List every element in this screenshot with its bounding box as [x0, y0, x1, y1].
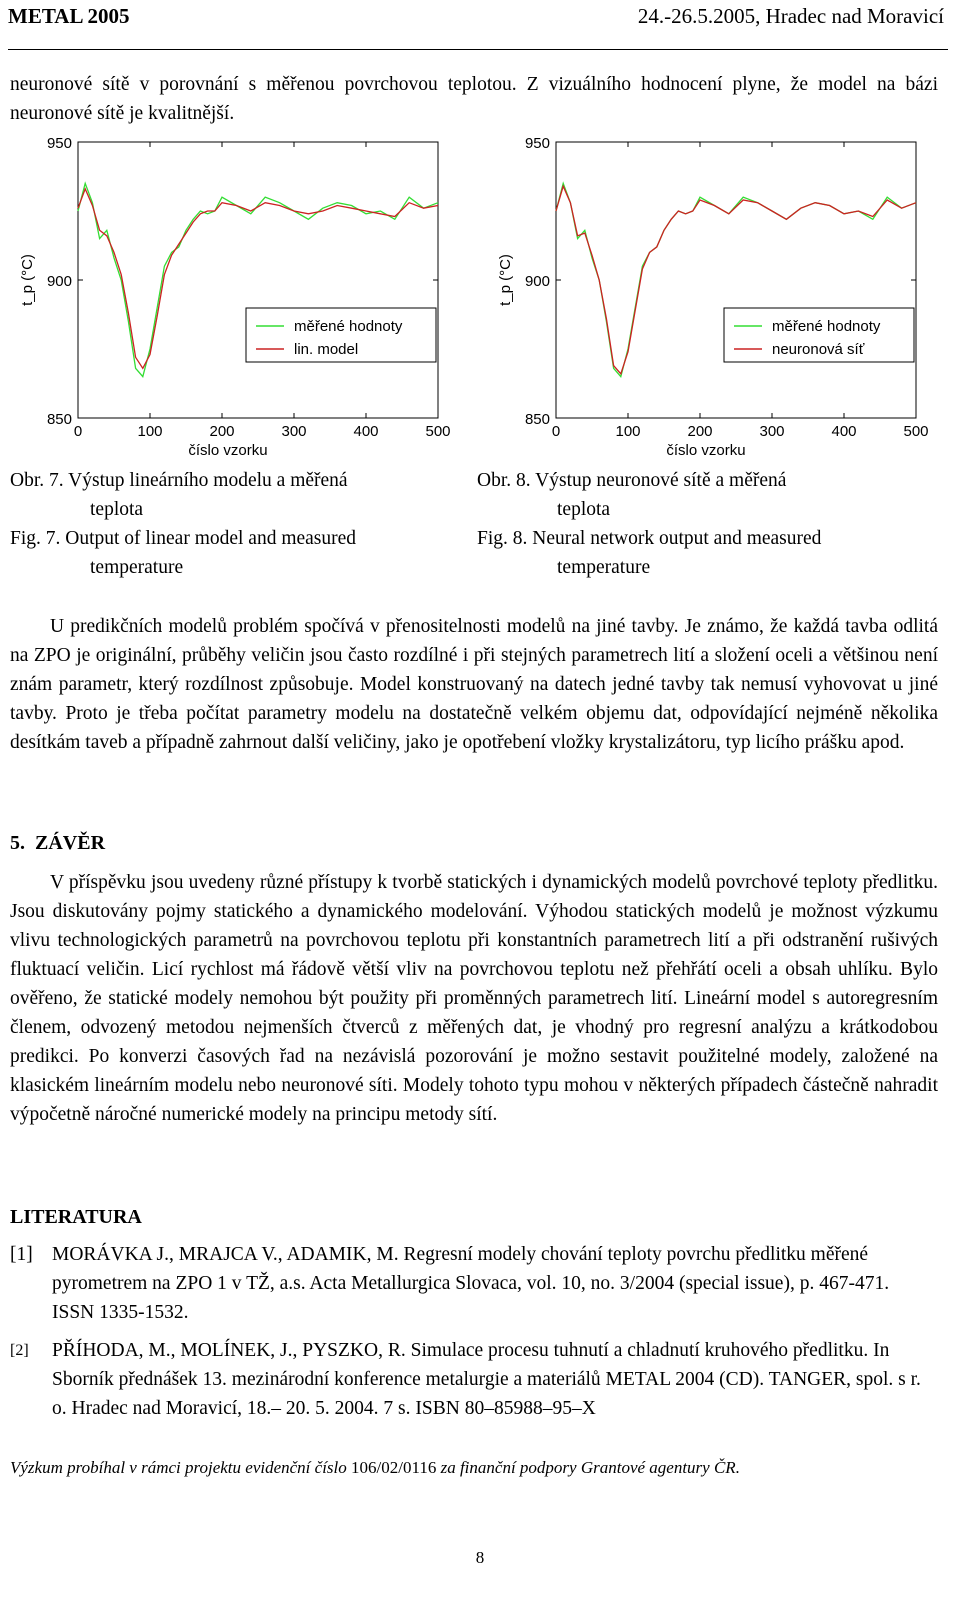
caption-en-cont: temperature — [557, 557, 651, 578]
reference-number: [2] — [10, 1342, 29, 1359]
section-heading — [10, 832, 105, 855]
legend-label: měřené hodnoty — [294, 318, 403, 335]
legend-label: měřené hodnoty — [772, 318, 881, 335]
caption-en: Fig. 8. Neural network output and measured — [477, 528, 822, 549]
x-tick-label: 200 — [209, 423, 235, 440]
y-tick-label: 850 — [524, 411, 550, 428]
x-tick-label: 200 — [687, 423, 713, 440]
legend-label: neuronová síť — [772, 341, 865, 358]
references-heading: LITERATURA — [10, 1206, 142, 1228]
running-header — [8, 0, 952, 50]
figure-8-chart — [488, 124, 938, 464]
x-tick-label: 500 — [903, 423, 929, 440]
reference-number: [1] — [10, 1244, 33, 1265]
plot-frame — [556, 142, 916, 418]
y-tick-label: 850 — [46, 411, 72, 428]
x-axis-label: číslo vzorku — [666, 442, 746, 459]
caption-en: Fig. 7. Output of linear model and measured — [10, 528, 357, 549]
legend-label: lin. model — [294, 341, 359, 358]
conclusion-paragraph: V příspěvku jsou uvedeny různé přístupy k tvorbě statických i dynamických modelů povrchové teploty předlitku. Jsou diskutovány pojmy statického a dynamického modelování. Výhodou statických modelů je možnost výzkumu vlivu technologických parametrů na povrchovou teplotu při konstantních parametrech lití a při odstranění rušivých fluktuací veličin. Licí rychlost má řádově větší vliv na povrchovou teplotu než přehřátí oceli a obsah uhlíku. Bylo ověřeno, že statické modely nemohou být použity při proměnných parametrech lití. Lineární model s autoregresním členem, odvozený metodou nejmenších čtverců z měřených dat, je vhodný pro regresní analýzu a krátkodobou predikci. Po konverzi časových řad na nezávislá pozorování je možno sestavit použitelné modely, založené na klasickém lineárním modelu nebo neuronové síti. Modely tohoto typu mohou v některých případech částečně nahradit výpočetně náročné numerické modely na principu metody sítí. — [10, 872, 938, 1125]
x-axis-label: číslo vzorku — [188, 442, 268, 459]
plot-frame — [78, 142, 438, 418]
footnote-project-number: 106/02/0116 — [351, 1458, 437, 1477]
figure-8-caption — [477, 466, 939, 582]
y-tick-label: 950 — [524, 135, 550, 152]
reference-2 — [10, 1336, 938, 1452]
y-tick-label: 900 — [46, 273, 72, 290]
footnote-a: Výzkum probíhal v rámci projektu evidenční číslo — [10, 1458, 347, 1477]
funding-footnote — [10, 1458, 740, 1478]
figure-7-chart — [10, 124, 460, 464]
footnote-c: za finanční podpory Grantové agentury ČR. — [440, 1458, 740, 1477]
body-paragraph-1: U predikčních modelů problém spočívá v přenositelnosti modelů na jiné tavby. Je známo, že každá tavba odlitá na ZPO je originální, průběhy veličin jsou často rozdílné i při stejných parametrech lití a složení oceli a většinou není znám parametr, který rozdílnost způsobuje. Model konstruovaný na datech jedné tavby tak nemusí vyhovovat u jiné tavby. Proto je třeba počítat parametry modelu na dostatečně velkém objemu dat, odpovídající nejméně několika desítkám taveb a případně zahrnout další veličiny, jako je opotřebení vložky krystalizátoru, typ licího prášku apod. — [10, 616, 938, 753]
caption-en-cont: temperature — [90, 557, 184, 578]
x-tick-label: 0 — [73, 423, 83, 440]
x-tick-label: 300 — [281, 423, 307, 440]
caption-cz: Obr. 8. Výstup neuronové sítě a měřená — [477, 470, 787, 491]
page-number: 8 — [475, 1548, 485, 1567]
x-tick-label: 100 — [615, 423, 641, 440]
conference-date-place: 24.-26.5.2005, Hradec nad Moravicí — [637, 4, 944, 28]
section-number: 5. — [10, 832, 25, 854]
caption-cz: Obr. 7. Výstup lineárního modelu a měřená — [10, 470, 348, 491]
x-tick-label: 0 — [551, 423, 561, 440]
figure-7-caption — [10, 466, 470, 582]
reference-text: MORÁVKA J., MRAJCA V., ADAMIK, M. Regresní modely chování teploty povrchu předlitku měřené pyrometrem na ZPO 1 v TŽ, a.s. Acta Metallurgica Slovaca, vol. 10, no. 3/2004 (special issue), p. 467-471. ISSN 1335-1532. — [52, 1244, 890, 1323]
reference-1 — [10, 1240, 938, 1330]
reference-text: PŘÍHODA, M., MOLÍNEK, J., PYSZKO, R. Simulace procesu tuhnutí a chladnutí kruhového předlitku. In Sborník přednášek 13. mezinárodní konference metalurgie a materiálů METAL 2004 (CD). TANGER, spol. s r. o. Hradec nad Moravicí, 18.– 20. 5. 2004. 7 s. ISBN 80–85988–95–X — [52, 1340, 921, 1419]
caption-cz-cont: teplota — [90, 499, 144, 520]
x-tick-label: 400 — [353, 423, 379, 440]
section-title: ZÁVĚR — [35, 832, 106, 854]
caption-cz-cont: teplota — [557, 499, 611, 520]
y-tick-label: 900 — [524, 273, 550, 290]
conference-name: METAL 2005 — [8, 4, 130, 28]
x-tick-label: 300 — [759, 423, 785, 440]
x-tick-label: 100 — [137, 423, 163, 440]
header-rule — [8, 49, 948, 50]
figure-8-svg — [488, 124, 938, 464]
x-tick-label: 400 — [831, 423, 857, 440]
intro-paragraph: neuronové sítě v porovnání s měřenou povrchovou teplotou. Z vizuálního hodnocení plyne, že model na bázi neuronové sítě je kvalitnější. — [10, 74, 938, 124]
y-tick-label: 950 — [46, 135, 72, 152]
figure-7-svg — [10, 124, 460, 464]
x-tick-label: 500 — [425, 423, 451, 440]
y-axis-label: t_p (°C) — [19, 254, 36, 306]
y-axis-label: t_p (°C) — [497, 254, 514, 306]
